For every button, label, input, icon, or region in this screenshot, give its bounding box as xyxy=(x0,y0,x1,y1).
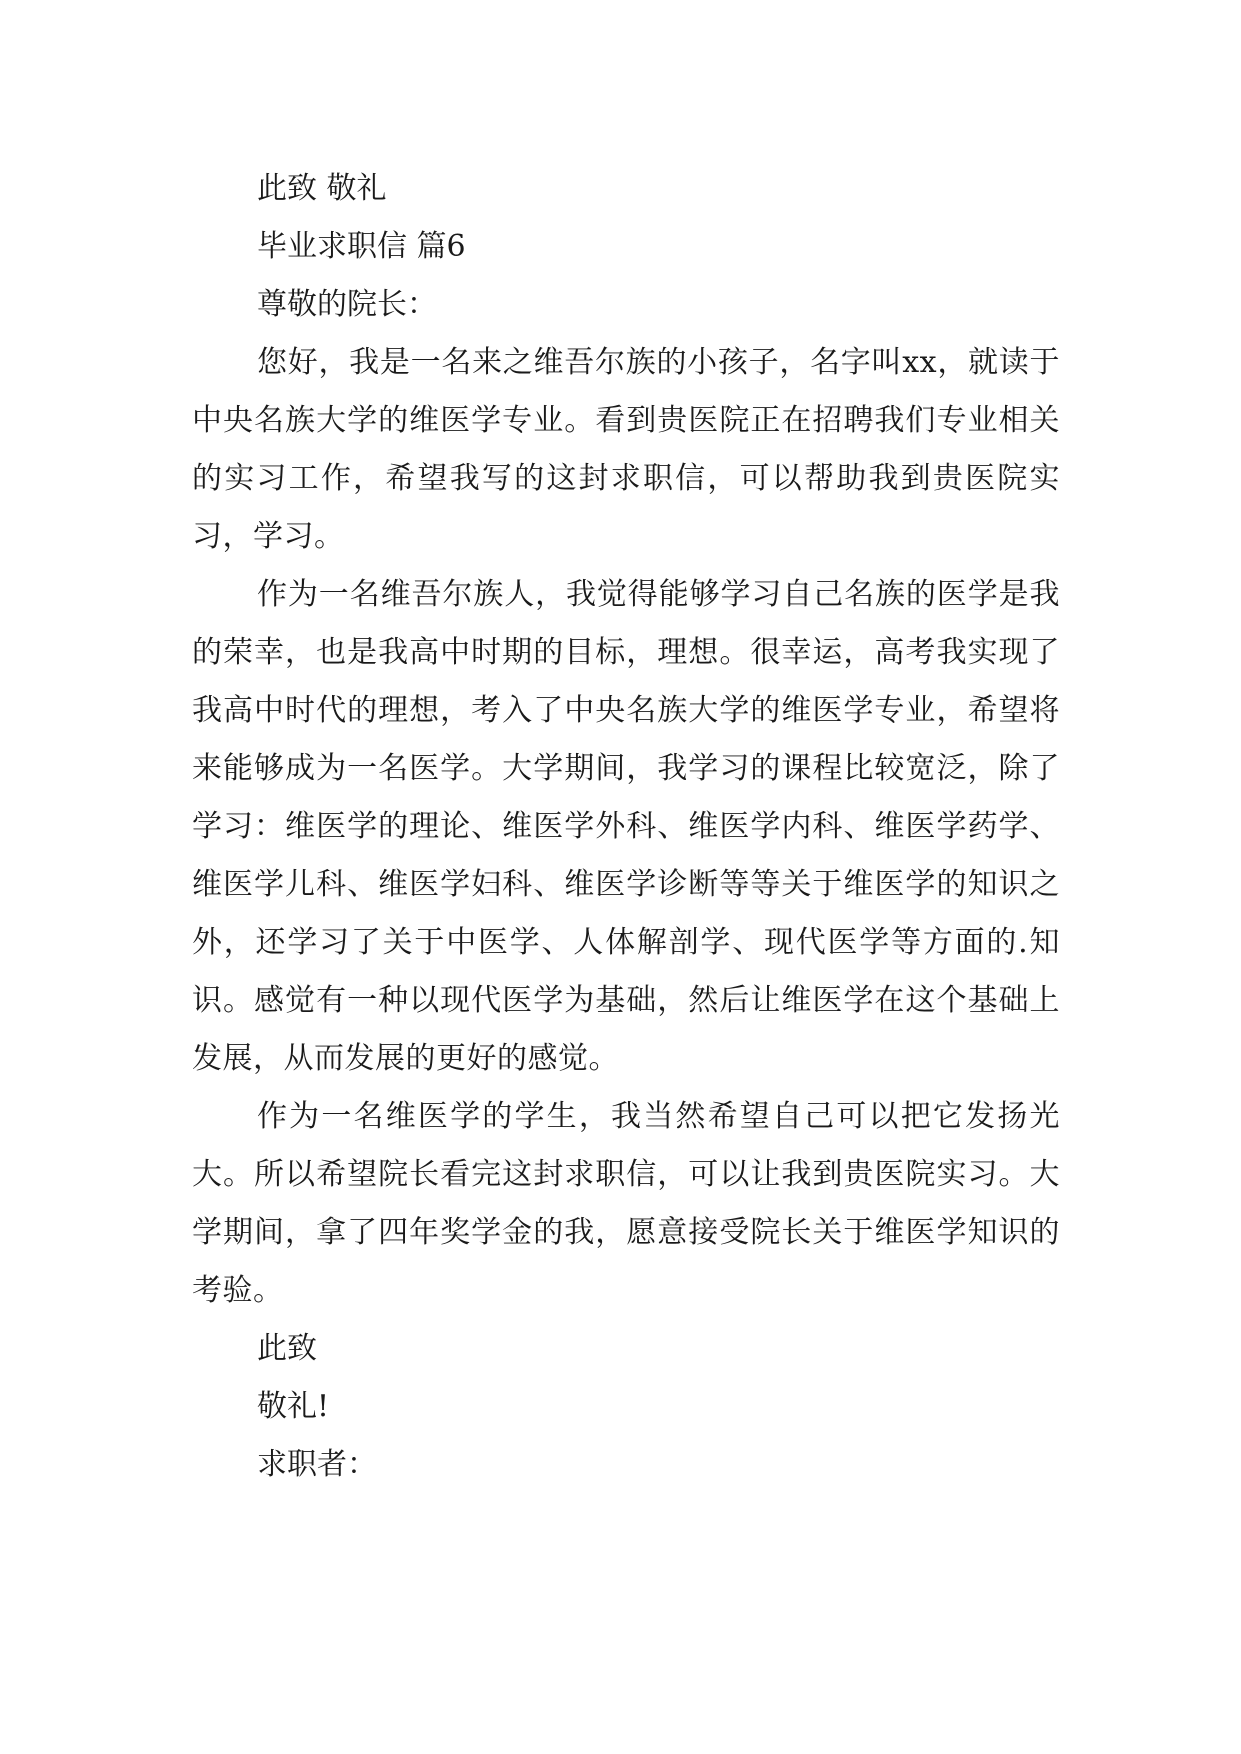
top-closing: 此致 敬礼 xyxy=(257,171,387,206)
closing-ci-zhi: 此致 xyxy=(257,1331,317,1366)
salutation: 尊敬的院长： xyxy=(257,287,437,322)
signature-label: 求职者： xyxy=(257,1447,377,1482)
section-title: 毕业求职信 篇6 xyxy=(257,229,466,264)
letter-body xyxy=(192,160,1060,1494)
paragraph-education: 作为一名维吾尔族人，我觉得能够学习自己名族的医学是我的荣幸，也是我高中时期的目标，理想。很幸运，高考我实现了我高中时代的理想，考入了中央名族大学的维医学专业，希望将来能够成为一名医学。大学期间，我学习的课程比较宽泛，除了学习：维医学的理论、维医学外科、维医学内科、维医学药学、维医学儿科、维医学妇科、维医学诊断等等关于维医学的知识之外，还学习了关于中医学、人体解剖学、现代医学等方面的.知识。感觉有一种以现代医学为基础，然后让维医学在这个基础上发展，从而发展的更好的感觉。 xyxy=(192,577,1060,1076)
paragraph-request: 作为一名维医学的学生，我当然希望自己可以把它发扬光大。所以希望院长看完这封求职信，可以让我到贵医院实习。大学期间，拿了四年奖学金的我，愿意接受院长关于维医学知识的考验。 xyxy=(192,1099,1060,1308)
closing-jing-li: 敬礼! xyxy=(257,1389,330,1424)
paragraph-intro: 您好，我是一名来之维吾尔族的小孩子，名字叫xx，就读于中央名族大学的维医学专业。看到贵医院正在招聘我们专业相关的实习工作，希望我写的这封求职信，可以帮助我到贵医院实习，学习。 xyxy=(192,345,1060,554)
